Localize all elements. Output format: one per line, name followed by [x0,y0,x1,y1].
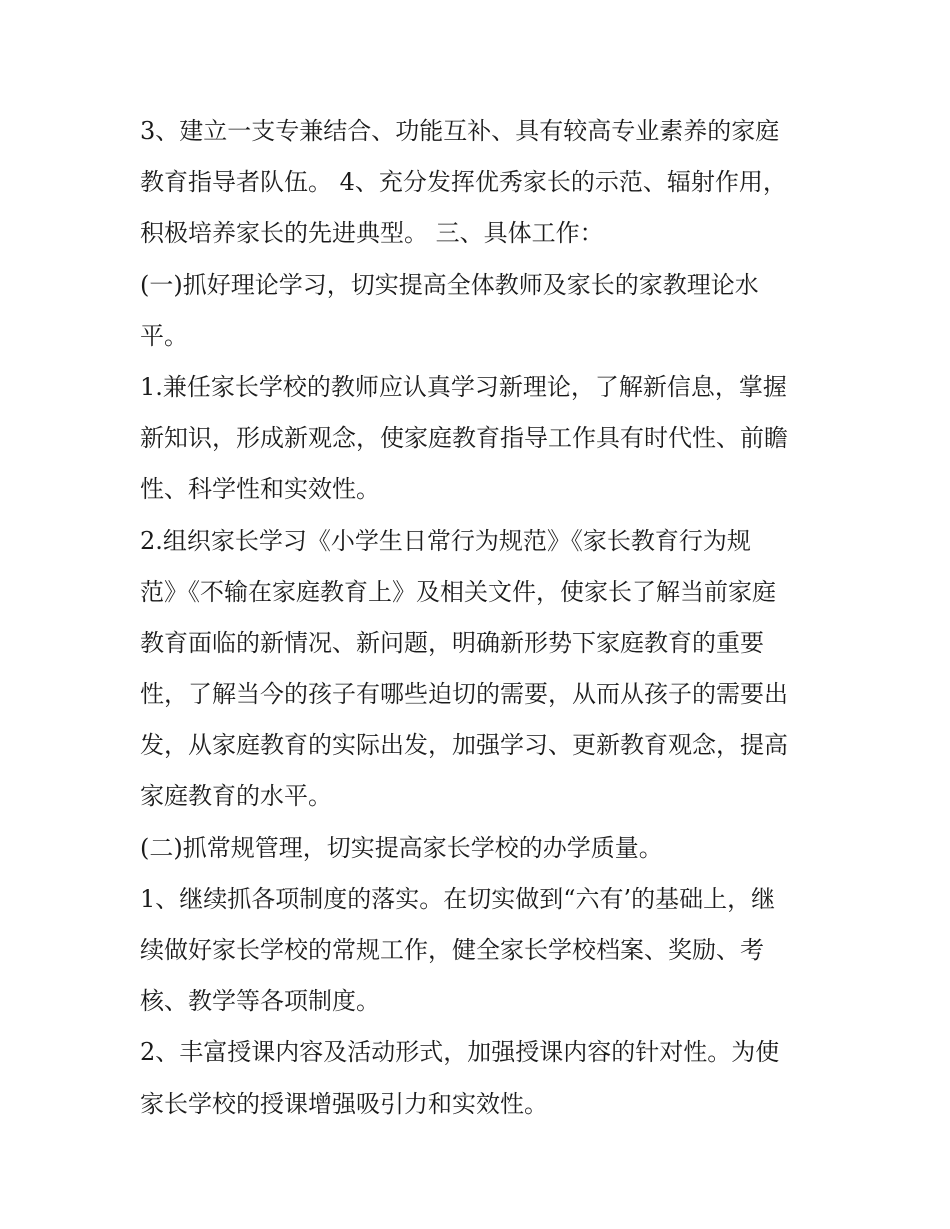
text-line: 2.组织家长学习《小学生日常行为规范》《家长教育行为规 [140,526,751,555]
text-line: 范》《不输在家庭教育上》及相关文件，使家长了解当前家庭 [140,577,776,606]
text-line: 1、继续抓各项制度的落实。在切实做到“六有’的基础上，继 [140,884,776,913]
text-line: 教育指导者队伍。 4、充分发挥优秀家长的示范、辐射作用， [140,168,787,197]
document-body [140,106,820,1130]
text-line: 续做好家长学校的常规工作，健全家长学校档案、奖励、考 [140,936,764,964]
text-line: 2、丰富授课内容及活动形式，加强授课内容的针对性。为使 [140,1038,780,1067]
text-line: 3、建立一支专兼结合、功能互补、具有较高专业素养的家庭 [140,117,780,145]
text-line: 性、科学性和实效性。 [140,475,380,504]
text-line: (二)抓常规管理，切实提高家长学校的办学质量。 [140,833,663,862]
text-line: 新知识，形成新观念，使家庭教育指导工作具有时代性、前瞻 [140,424,788,453]
text-line: 教育面临的新情况、新问题，明确新形势下家庭教育的重要 [140,628,764,657]
text-line: 核、教学等各项制度。 [140,987,380,1016]
text-line: 家庭教育的水平。 [140,782,332,811]
text-line: 1.兼任家长学校的教师应认真学习新理论，了解新信息，掌握 [140,372,787,401]
text-line: 积极培养家长的先进典型。 三、具体工作： [140,219,604,248]
text-line: (一)抓好理论学习，切实提高全体教师及家长的家教理论水 [140,270,759,299]
text-line: 发，从家庭教育的实际出发，加强学习、更新教育观念，提高 [140,731,788,760]
text-line: 平。 [140,321,188,350]
text-line: 家长学校的授课增强吸引力和实效性。 [140,1089,548,1118]
text-line: 性，了解当今的孩子有哪些迫切的需要，从而从孩子的需要出 [140,680,788,709]
